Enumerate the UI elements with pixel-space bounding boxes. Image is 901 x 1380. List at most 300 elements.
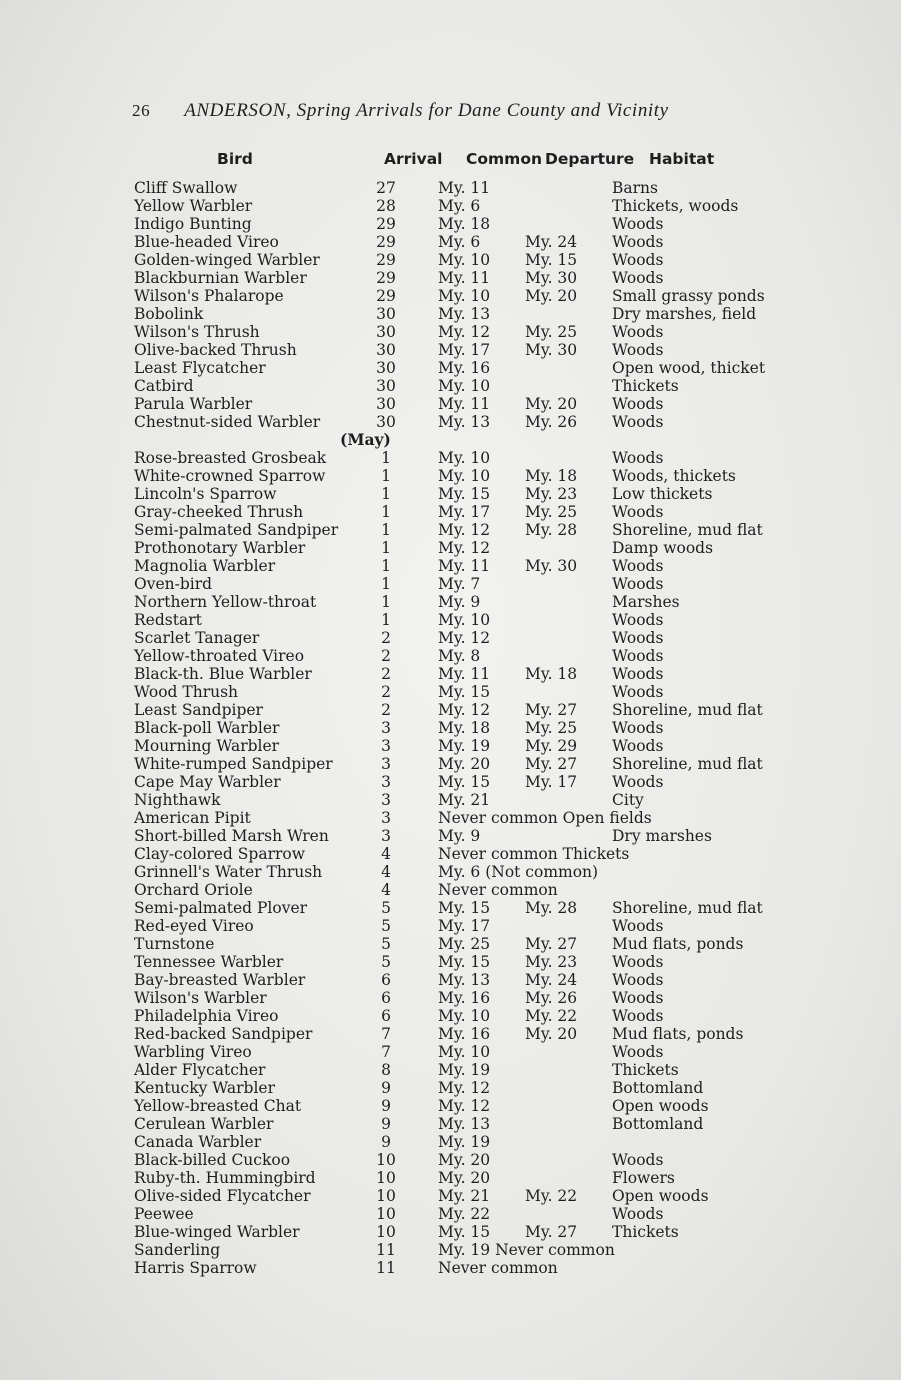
bird-name: Sanderling bbox=[134, 1241, 221, 1259]
bird-name: Yellow-breasted Chat bbox=[134, 1097, 302, 1115]
habitat: Woods bbox=[612, 233, 664, 251]
table-row bbox=[0, 287, 901, 305]
table-row bbox=[0, 1061, 901, 1079]
bird-name: Golden-winged Warbler bbox=[134, 251, 320, 269]
common-date: My. 6 bbox=[438, 233, 481, 251]
table-row bbox=[0, 1097, 901, 1115]
habitat: Woods bbox=[612, 629, 664, 647]
table-row bbox=[0, 1043, 901, 1061]
departure-date: My. 24 bbox=[525, 233, 578, 251]
habitat: Woods bbox=[612, 575, 664, 593]
bird-name: Indigo Bunting bbox=[134, 215, 252, 233]
common-date: My. 11 bbox=[438, 395, 491, 413]
arrival-date: 29 bbox=[376, 251, 396, 269]
arrival-date: 1 bbox=[381, 503, 391, 521]
arrival-date: 5 bbox=[381, 899, 391, 917]
habitat: Woods bbox=[612, 773, 664, 791]
table-row bbox=[0, 341, 901, 359]
table-row bbox=[0, 881, 901, 899]
habitat: Woods bbox=[612, 1043, 664, 1061]
arrival-date: 30 bbox=[376, 359, 396, 377]
departure-date: My. 25 bbox=[525, 323, 578, 341]
table-row bbox=[0, 449, 901, 467]
bird-name: Peewee bbox=[134, 1205, 194, 1223]
arrival-date: 1 bbox=[381, 449, 391, 467]
habitat: Woods bbox=[612, 251, 664, 269]
common-date: My. 11 bbox=[438, 557, 491, 575]
table-row bbox=[0, 521, 901, 539]
bird-name: Gray-cheeked Thrush bbox=[134, 503, 304, 521]
arrival-date: 29 bbox=[376, 233, 396, 251]
habitat: Woods bbox=[612, 215, 664, 233]
page-number: 26 bbox=[132, 101, 151, 120]
habitat: Shoreline, mud flat bbox=[612, 899, 763, 917]
table-row bbox=[0, 1079, 901, 1097]
common-date: My. 17 bbox=[438, 503, 491, 521]
bird-name: Wilson's Warbler bbox=[134, 989, 267, 1007]
common-date: My. 15 bbox=[438, 485, 491, 503]
departure-date: My. 30 bbox=[525, 341, 578, 359]
header-bird: Bird bbox=[217, 150, 253, 168]
table-row bbox=[0, 377, 901, 395]
departure-date: My. 23 bbox=[525, 953, 578, 971]
header-departure: Departure bbox=[545, 150, 635, 168]
bird-name: Semi-palmated Sandpiper bbox=[134, 521, 339, 539]
arrival-date: 30 bbox=[376, 323, 396, 341]
bird-name: Philadelphia Vireo bbox=[134, 1007, 279, 1025]
table-row bbox=[0, 1169, 901, 1187]
common-date: My. 15 bbox=[438, 899, 491, 917]
bird-name: Cerulean Warbler bbox=[134, 1115, 274, 1133]
habitat: Woods bbox=[612, 1151, 664, 1169]
arrival-date: 10 bbox=[376, 1151, 396, 1169]
habitat: Damp woods bbox=[612, 539, 714, 557]
month-label-row bbox=[0, 431, 901, 449]
arrival-date: 7 bbox=[381, 1025, 391, 1043]
arrival-date: 8 bbox=[381, 1061, 391, 1079]
departure-date: My. 25 bbox=[525, 719, 578, 737]
habitat: Thickets, woods bbox=[612, 197, 739, 215]
arrival-date: 5 bbox=[381, 917, 391, 935]
arrival-date: 11 bbox=[376, 1259, 396, 1277]
arrival-date: 10 bbox=[376, 1187, 396, 1205]
arrival-date: 9 bbox=[381, 1097, 391, 1115]
bird-name: Cape May Warbler bbox=[134, 773, 281, 791]
common-date: My. 12 bbox=[438, 539, 491, 557]
arrival-date: 3 bbox=[381, 827, 391, 845]
bird-name: Bobolink bbox=[134, 305, 204, 323]
table-row bbox=[0, 251, 901, 269]
common-date: My. 11 bbox=[438, 665, 491, 683]
habitat: Low thickets bbox=[612, 485, 713, 503]
common-date: My. 12 bbox=[438, 629, 491, 647]
common-date: My. 22 bbox=[438, 1205, 491, 1223]
table-row bbox=[0, 197, 901, 215]
common-date: My. 20 bbox=[438, 1169, 491, 1187]
bird-name: Redstart bbox=[134, 611, 202, 629]
departure-date: My. 18 bbox=[525, 467, 578, 485]
arrival-date: 6 bbox=[381, 989, 391, 1007]
common-date: My. 18 bbox=[438, 719, 491, 737]
bird-name: Parula Warbler bbox=[134, 395, 253, 413]
bird-name: Olive-sided Flycatcher bbox=[134, 1187, 311, 1205]
departure-date: My. 20 bbox=[525, 395, 578, 413]
table-row bbox=[0, 413, 901, 431]
habitat: Woods bbox=[612, 683, 664, 701]
row-note: Never common Thickets bbox=[438, 845, 630, 863]
common-date: My. 9 bbox=[438, 827, 481, 845]
habitat: Woods bbox=[612, 413, 664, 431]
habitat: Mud flats, ponds bbox=[612, 935, 744, 953]
bird-name: Blue-winged Warbler bbox=[134, 1223, 300, 1241]
bird-name: Red-eyed Vireo bbox=[134, 917, 254, 935]
table-row bbox=[0, 539, 901, 557]
header-arrival: Arrival bbox=[384, 150, 443, 168]
common-date: My. 21 bbox=[438, 791, 491, 809]
habitat: Woods bbox=[612, 647, 664, 665]
bird-name: Yellow Warbler bbox=[134, 197, 253, 215]
common-date: My. 11 bbox=[438, 179, 491, 197]
habitat: Woods bbox=[612, 971, 664, 989]
bird-name: Blue-headed Vireo bbox=[134, 233, 279, 251]
common-date: My. 6 bbox=[438, 197, 481, 215]
arrival-date: 3 bbox=[381, 791, 391, 809]
habitat: Woods bbox=[612, 341, 664, 359]
bird-name: Short-billed Marsh Wren bbox=[134, 827, 329, 845]
arrival-date: 9 bbox=[381, 1115, 391, 1133]
arrival-date: 2 bbox=[381, 665, 391, 683]
table-row bbox=[0, 215, 901, 233]
table-row bbox=[0, 1115, 901, 1133]
bird-name: Scarlet Tanager bbox=[134, 629, 260, 647]
bird-name: Black-poll Warbler bbox=[134, 719, 280, 737]
departure-date: My. 18 bbox=[525, 665, 578, 683]
bird-name: Wilson's Thrush bbox=[134, 323, 260, 341]
table-row bbox=[0, 629, 901, 647]
habitat: Woods bbox=[612, 665, 664, 683]
running-head bbox=[132, 100, 772, 122]
bird-name: Black-th. Blue Warbler bbox=[134, 665, 312, 683]
arrival-date: 3 bbox=[381, 737, 391, 755]
bird-name: Warbling Vireo bbox=[134, 1043, 252, 1061]
departure-date: My. 27 bbox=[525, 755, 578, 773]
arrival-date: 4 bbox=[381, 863, 391, 881]
table-row bbox=[0, 467, 901, 485]
habitat: Woods bbox=[612, 953, 664, 971]
bird-name: Kentucky Warbler bbox=[134, 1079, 275, 1097]
common-date: My. 19 bbox=[438, 1061, 491, 1079]
arrival-date: 2 bbox=[381, 629, 391, 647]
habitat: Woods bbox=[612, 1007, 664, 1025]
common-date: My. 21 bbox=[438, 1187, 491, 1205]
table-row bbox=[0, 1241, 901, 1259]
bird-name: Magnolia Warbler bbox=[134, 557, 276, 575]
common-date: My. 16 bbox=[438, 1025, 491, 1043]
common-date: My. 12 bbox=[438, 323, 491, 341]
habitat: Thickets bbox=[612, 1061, 679, 1079]
bird-name: Semi-palmated Plover bbox=[134, 899, 308, 917]
common-date: My. 15 bbox=[438, 773, 491, 791]
table-row bbox=[0, 971, 901, 989]
departure-date: My. 25 bbox=[525, 503, 578, 521]
table-row bbox=[0, 593, 901, 611]
arrival-date: 5 bbox=[381, 953, 391, 971]
arrival-date: 10 bbox=[376, 1169, 396, 1187]
habitat: Thickets bbox=[612, 377, 679, 395]
departure-date: My. 22 bbox=[525, 1007, 578, 1025]
bird-name: Catbird bbox=[134, 377, 194, 395]
habitat: Mud flats, ponds bbox=[612, 1025, 744, 1043]
arrival-date: 6 bbox=[381, 971, 391, 989]
bird-name: Prothonotary Warbler bbox=[134, 539, 306, 557]
arrival-table bbox=[0, 179, 901, 1277]
arrival-date: 30 bbox=[376, 377, 396, 395]
arrival-date: 1 bbox=[381, 611, 391, 629]
departure-date: My. 26 bbox=[525, 989, 578, 1007]
habitat: Dry marshes, field bbox=[612, 305, 757, 323]
bird-name: Least Sandpiper bbox=[134, 701, 263, 719]
table-row bbox=[0, 1259, 901, 1277]
arrival-date: 11 bbox=[376, 1241, 396, 1259]
table-row bbox=[0, 233, 901, 251]
table-row bbox=[0, 827, 901, 845]
arrival-date: 30 bbox=[376, 413, 396, 431]
table-row bbox=[0, 683, 901, 701]
departure-date: My. 23 bbox=[525, 485, 578, 503]
bird-name: Canada Warbler bbox=[134, 1133, 262, 1151]
departure-date: My. 27 bbox=[525, 1223, 578, 1241]
table-row bbox=[0, 773, 901, 791]
common-date: My. 19 bbox=[438, 1133, 491, 1151]
habitat: Woods bbox=[612, 449, 664, 467]
table-row bbox=[0, 575, 901, 593]
table-row bbox=[0, 395, 901, 413]
table-row bbox=[0, 179, 901, 197]
common-date: My. 15 bbox=[438, 953, 491, 971]
arrival-date: 7 bbox=[381, 1043, 391, 1061]
bird-name: Alder Flycatcher bbox=[134, 1061, 266, 1079]
table-row bbox=[0, 1025, 901, 1043]
common-date: My. 16 bbox=[438, 989, 491, 1007]
bird-name: Turnstone bbox=[134, 935, 215, 953]
header-habitat: Habitat bbox=[649, 150, 715, 168]
table-row bbox=[0, 359, 901, 377]
common-date: My. 10 bbox=[438, 611, 491, 629]
habitat: Bottomland bbox=[612, 1079, 704, 1097]
row-note: Never common bbox=[438, 1259, 558, 1277]
common-date: My. 13 bbox=[438, 305, 491, 323]
table-row bbox=[0, 917, 901, 935]
habitat: Open woods bbox=[612, 1187, 709, 1205]
habitat: Woods bbox=[612, 503, 664, 521]
bird-name: Mourning Warbler bbox=[134, 737, 280, 755]
bird-name: Orchard Oriole bbox=[134, 881, 253, 899]
bird-name: Wood Thrush bbox=[134, 683, 239, 701]
common-date: My. 19 bbox=[438, 737, 491, 755]
departure-date: My. 29 bbox=[525, 737, 578, 755]
habitat: Shoreline, mud flat bbox=[612, 755, 763, 773]
departure-date: My. 20 bbox=[525, 1025, 578, 1043]
departure-date: My. 30 bbox=[525, 557, 578, 575]
habitat: Woods bbox=[612, 719, 664, 737]
common-date: My. 10 bbox=[438, 1043, 491, 1061]
departure-date: My. 26 bbox=[525, 413, 578, 431]
common-date: My. 12 bbox=[438, 1097, 491, 1115]
bird-name: Cliff Swallow bbox=[134, 179, 238, 197]
header-common: Common bbox=[466, 150, 543, 168]
common-date: My. 15 bbox=[438, 1223, 491, 1241]
habitat: Flowers bbox=[612, 1169, 675, 1187]
common-date: My. 20 bbox=[438, 1151, 491, 1169]
bird-name: White-crowned Sparrow bbox=[134, 467, 326, 485]
habitat: Woods bbox=[612, 917, 664, 935]
habitat: Woods bbox=[612, 1205, 664, 1223]
arrival-date: 1 bbox=[381, 557, 391, 575]
habitat: Woods bbox=[612, 737, 664, 755]
common-date: My. 8 bbox=[438, 647, 481, 665]
bird-name: Olive-backed Thrush bbox=[134, 341, 297, 359]
bird-name: Bay-breasted Warbler bbox=[134, 971, 306, 989]
table-row bbox=[0, 647, 901, 665]
table-row bbox=[0, 665, 901, 683]
habitat: Barns bbox=[612, 179, 658, 197]
habitat: Open woods bbox=[612, 1097, 709, 1115]
common-date: My. 20 bbox=[438, 755, 491, 773]
bird-name: Grinnell's Water Thrush bbox=[134, 863, 323, 881]
table-row bbox=[0, 269, 901, 287]
arrival-date: 1 bbox=[381, 575, 391, 593]
departure-date: My. 27 bbox=[525, 701, 578, 719]
arrival-date: 2 bbox=[381, 647, 391, 665]
departure-date: My. 17 bbox=[525, 773, 578, 791]
departure-date: My. 22 bbox=[525, 1187, 578, 1205]
table-row bbox=[0, 899, 901, 917]
arrival-date: 30 bbox=[376, 305, 396, 323]
bird-name: Ruby-th. Hummingbird bbox=[134, 1169, 316, 1187]
table-row bbox=[0, 701, 901, 719]
month-label: (May) bbox=[340, 430, 391, 449]
departure-date: My. 24 bbox=[525, 971, 578, 989]
common-date: My. 13 bbox=[438, 1115, 491, 1133]
arrival-date: 28 bbox=[376, 197, 396, 215]
running-head-title: ANDERSON, Spring Arrivals for Dane County and Vicinity bbox=[184, 100, 669, 121]
common-date: My. 9 bbox=[438, 593, 481, 611]
common-date: My. 10 bbox=[438, 287, 491, 305]
common-date: My. 17 bbox=[438, 917, 491, 935]
bird-name: Chestnut-sided Warbler bbox=[134, 413, 321, 431]
table-row bbox=[0, 611, 901, 629]
bird-name: Least Flycatcher bbox=[134, 359, 266, 377]
bird-name: Tennessee Warbler bbox=[134, 953, 284, 971]
common-date: My. 12 bbox=[438, 701, 491, 719]
arrival-date: 1 bbox=[381, 539, 391, 557]
bird-name: Clay-colored Sparrow bbox=[134, 845, 305, 863]
habitat: Marshes bbox=[612, 593, 680, 611]
table-row bbox=[0, 845, 901, 863]
arrival-date: 4 bbox=[381, 881, 391, 899]
arrival-date: 3 bbox=[381, 809, 391, 827]
arrival-date: 10 bbox=[376, 1223, 396, 1241]
table-row bbox=[0, 863, 901, 881]
arrival-date: 3 bbox=[381, 719, 391, 737]
common-date: My. 15 bbox=[438, 683, 491, 701]
common-date: My. 10 bbox=[438, 377, 491, 395]
common-date: My. 12 bbox=[438, 521, 491, 539]
common-date: My. 7 bbox=[438, 575, 481, 593]
table-row bbox=[0, 1205, 901, 1223]
habitat: Woods bbox=[612, 611, 664, 629]
arrival-date: 4 bbox=[381, 845, 391, 863]
row-note: My. 19 Never common bbox=[438, 1241, 615, 1259]
common-date: My. 25 bbox=[438, 935, 491, 953]
habitat: Open wood, thicket bbox=[612, 359, 766, 377]
bird-name: Northern Yellow-throat bbox=[134, 593, 317, 611]
bird-name: American Pipit bbox=[134, 809, 251, 827]
habitat: City bbox=[612, 791, 644, 809]
habitat: Shoreline, mud flat bbox=[612, 521, 763, 539]
table-row bbox=[0, 755, 901, 773]
departure-date: My. 30 bbox=[525, 269, 578, 287]
table-row bbox=[0, 1223, 901, 1241]
habitat: Woods bbox=[612, 989, 664, 1007]
departure-date: My. 27 bbox=[525, 935, 578, 953]
habitat: Bottomland bbox=[612, 1115, 704, 1133]
bird-name: Harris Sparrow bbox=[134, 1259, 257, 1277]
arrival-date: 30 bbox=[376, 395, 396, 413]
arrival-date: 3 bbox=[381, 755, 391, 773]
arrival-date: 29 bbox=[376, 269, 396, 287]
habitat: Woods bbox=[612, 557, 664, 575]
departure-date: My. 15 bbox=[525, 251, 578, 269]
row-note: Never common bbox=[438, 881, 558, 899]
table-row bbox=[0, 485, 901, 503]
arrival-date: 9 bbox=[381, 1079, 391, 1097]
table-row bbox=[0, 737, 901, 755]
bird-name: Oven-bird bbox=[134, 575, 213, 593]
bird-name: Blackburnian Warbler bbox=[134, 269, 307, 287]
habitat: Shoreline, mud flat bbox=[612, 701, 763, 719]
habitat: Small grassy ponds bbox=[612, 287, 765, 305]
bird-name: White-rumped Sandpiper bbox=[134, 755, 333, 773]
table-row bbox=[0, 989, 901, 1007]
common-date: My. 10 bbox=[438, 449, 491, 467]
table-row bbox=[0, 503, 901, 521]
arrival-date: 9 bbox=[381, 1133, 391, 1151]
table-row bbox=[0, 935, 901, 953]
habitat: Woods, thickets bbox=[612, 467, 736, 485]
table-row bbox=[0, 1007, 901, 1025]
table-row bbox=[0, 791, 901, 809]
table-row bbox=[0, 1187, 901, 1205]
common-date: My. 10 bbox=[438, 251, 491, 269]
bird-name: Yellow-throated Vireo bbox=[134, 647, 305, 665]
common-date: My. 13 bbox=[438, 413, 491, 431]
bird-name: Nighthawk bbox=[134, 791, 221, 809]
arrival-date: 1 bbox=[381, 467, 391, 485]
departure-date: My. 28 bbox=[525, 521, 578, 539]
arrival-date: 30 bbox=[376, 341, 396, 359]
common-date: My. 17 bbox=[438, 341, 491, 359]
arrival-date: 2 bbox=[381, 701, 391, 719]
row-note: My. 6 (Not common) bbox=[438, 863, 599, 881]
arrival-date: 3 bbox=[381, 773, 391, 791]
table-row bbox=[0, 809, 901, 827]
departure-date: My. 20 bbox=[525, 287, 578, 305]
common-date: My. 10 bbox=[438, 1007, 491, 1025]
bird-name: Red-backed Sandpiper bbox=[134, 1025, 313, 1043]
arrival-date: 6 bbox=[381, 1007, 391, 1025]
common-date: My. 13 bbox=[438, 971, 491, 989]
